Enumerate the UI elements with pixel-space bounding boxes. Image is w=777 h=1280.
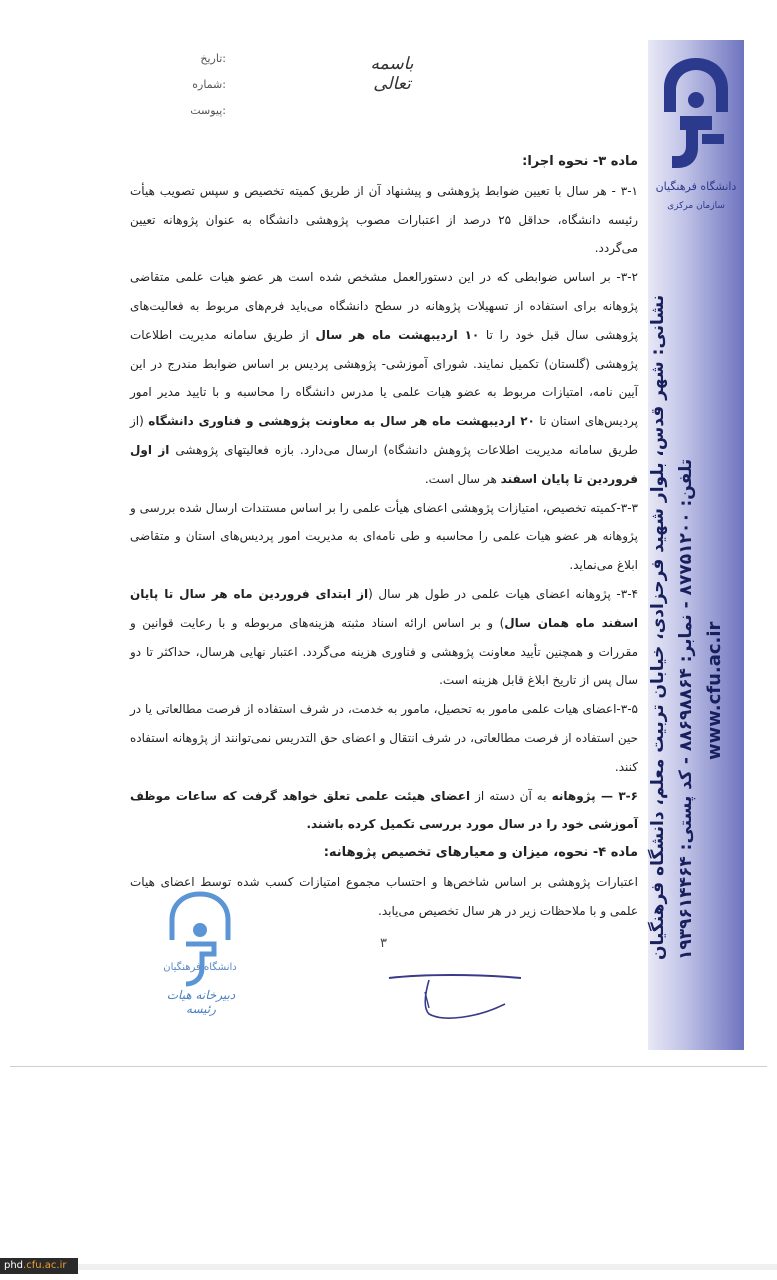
band-phone: تلفن: ۸۷۷۵۱۲۰۰ - نمابر: ۸۸۶۹۸۸۶۴ - کد پستی: ۱۹۳۹۶۱۴۴۶۴ bbox=[676, 458, 696, 960]
number-label: شماره: bbox=[192, 78, 226, 91]
clause-3-2-text-a: ۳-۲- بر اساس ضوابطی که در این دستورالعمل مشخص شده است هر عضو هیات علمی متقاضی پژوهانه برای استفاده از تسهیلات پژوهانه در سطح دانشگاه می‌باید فرم‌های مربوط به فعالیت‌های پژوهشی سال قبل خود را تا bbox=[130, 270, 639, 342]
band-website: www.cfu.ac.ir bbox=[704, 621, 725, 760]
footer-site-suffix: .cfu.ac.ir bbox=[23, 1260, 67, 1271]
clause-3-1: ۳-۱ - هر سال با تعیین ضوابط پژوهشی و پیشنهاد آن از طریق کمیته تخصیص و سپس تصویب هیأت رئیسه دانشگاه، حداقل ۲۵ درصد از اعتبارات مصوب پژوهشی دانشگاه به عنوان پژوهانه تعیین می‌گردد. bbox=[130, 183, 638, 256]
heading-article-3: ماده ۳- نحوه اجرا: bbox=[522, 154, 638, 169]
clause-3-6 bbox=[130, 782, 638, 840]
footer-site-prefix: phd bbox=[4, 1260, 24, 1271]
page-number: ۳ bbox=[380, 936, 387, 951]
basmala: باسمه تعالی bbox=[370, 54, 414, 94]
article-4-text: اعتبارات پژوهشی بر اساس شاخص‌ها و احتساب مجموع امتیازات کسب شده توسط اعضای هیات علمی و با ملاحظات زیر در هر سال تخصیص می‌یابد. bbox=[130, 874, 638, 918]
clause-3-4-period: از ابتدای فروردین ماه هر سال تا پایان اسفند ماه همان سال bbox=[130, 586, 638, 630]
date-label: تاریخ: bbox=[200, 52, 226, 65]
clause-3-6-text-b: به آن دسته از bbox=[470, 788, 552, 803]
logo-subtitle: سازمان مرکزی bbox=[667, 201, 725, 211]
stamp-office: دبیرخانه هیات رئیسه bbox=[166, 988, 236, 1016]
clause-3-2-deadline-1: ۱۰ اردیبهشت ماه هر سال bbox=[315, 327, 480, 342]
band-address: نشانی: شهر قدس، بلوار شهید فرحزادی، خیابان تربیت معلم، دانشگاه فرهنگیان bbox=[648, 294, 668, 960]
letterhead-band-text bbox=[648, 120, 744, 1120]
signature bbox=[385, 968, 525, 1024]
heading-article-4: ماده ۴- نحوه، میزان و معیارهای تخصیص پژوهانه: bbox=[323, 845, 638, 861]
footer-strip bbox=[78, 1264, 777, 1270]
university-logo bbox=[650, 50, 742, 220]
clause-3-2-text-g: هر سال است. bbox=[424, 471, 501, 486]
clause-3-2-deadline-2: ۲۰ اردیبهشت ماه هر سال به معاونت پژوهشی و فناوری دانشگاه bbox=[148, 414, 535, 429]
logo-name: دانشگاه فرهنگیان bbox=[655, 180, 737, 193]
clause-3-4 bbox=[130, 580, 638, 695]
clause-3-2-text-c: از طریق سامانه مدیریت اطلاعات پژوهشی (گلستان) تکمیل نمایند. شورای آموزشی- پژوهشی پردیس بر اساس ضوابط مندرج در این آیین نامه، امتیازات مربوط به عضو هیات علمی یا مدرس دانشگاه را محاسبه و با تایید مدیر امور پردیس‌های استان تا bbox=[130, 327, 639, 429]
clause-3-5: ۳-۵-اعضای هیات علمی مامور به تحصیل، مامور به خدمت، در شرف استفاده از فرصت مطالعاتی یا در حین استفاده از فرصت مطالعاتی، در شرف انتقال و اعضای حق التدریس نمی‌توانند از پژوهانه استفاده کنند. bbox=[130, 702, 638, 774]
clause-3-2-text-e: (از طریق سامانه مدیریت اطلاعات پژوهش دانشگاه) ارسال می‌دارد. بازه فعالیتهای پژوهشی bbox=[130, 414, 638, 457]
clause-3-2 bbox=[130, 263, 638, 493]
letter-body bbox=[130, 148, 638, 926]
clause-3-4-text-c: ) و بر اساس ارائه اسناد مثبته هزینه‌های مربوطه و با رعایت قوانین و مقررات و همچنین تأیید معاونت پژوهشی و فناوری هزینه می‌گردد. اعتبار نهایی هرسال، حداکثر تا دو سال پس از تاریخ ابلاغ قابل هزینه است. bbox=[130, 615, 638, 688]
clause-3-6-title: ۳-۶ — پژوهانه bbox=[551, 788, 638, 803]
page-bottom-rule bbox=[10, 1066, 767, 1067]
stamp-org: دانشگاه فرهنگیان bbox=[163, 962, 237, 973]
clause-3-6-condition: اعضای هیئت علمی تعلق خواهد گرفت که ساعات موظف آموزشی خود را در سال مورد بررسی تکمیل کرده باشند. bbox=[130, 788, 638, 832]
letter-meta bbox=[160, 46, 226, 124]
footer-site-badge[interactable] bbox=[0, 1258, 78, 1274]
attachment-label: پیوست: bbox=[190, 104, 226, 117]
clause-3-2-period: از اول فروردین تا پایان اسفند bbox=[130, 442, 638, 486]
clause-3-3: ۳-۳-کمیته تخصیص، امتیازات پژوهشی اعضای هیأت علمی را بر اساس مستندات ارسال شده بررسی و پژوهانه هر عضو هیات علمی را محاسبه و طی نامه‌ای به مدیریت امور پردیس‌های استان و متقاضی ابلاغ می‌نماید. bbox=[130, 500, 638, 573]
clause-3-4-text-a: ۳-۴- پژوهانه اعضای هیات علمی در طول هر سال ( bbox=[368, 586, 638, 601]
